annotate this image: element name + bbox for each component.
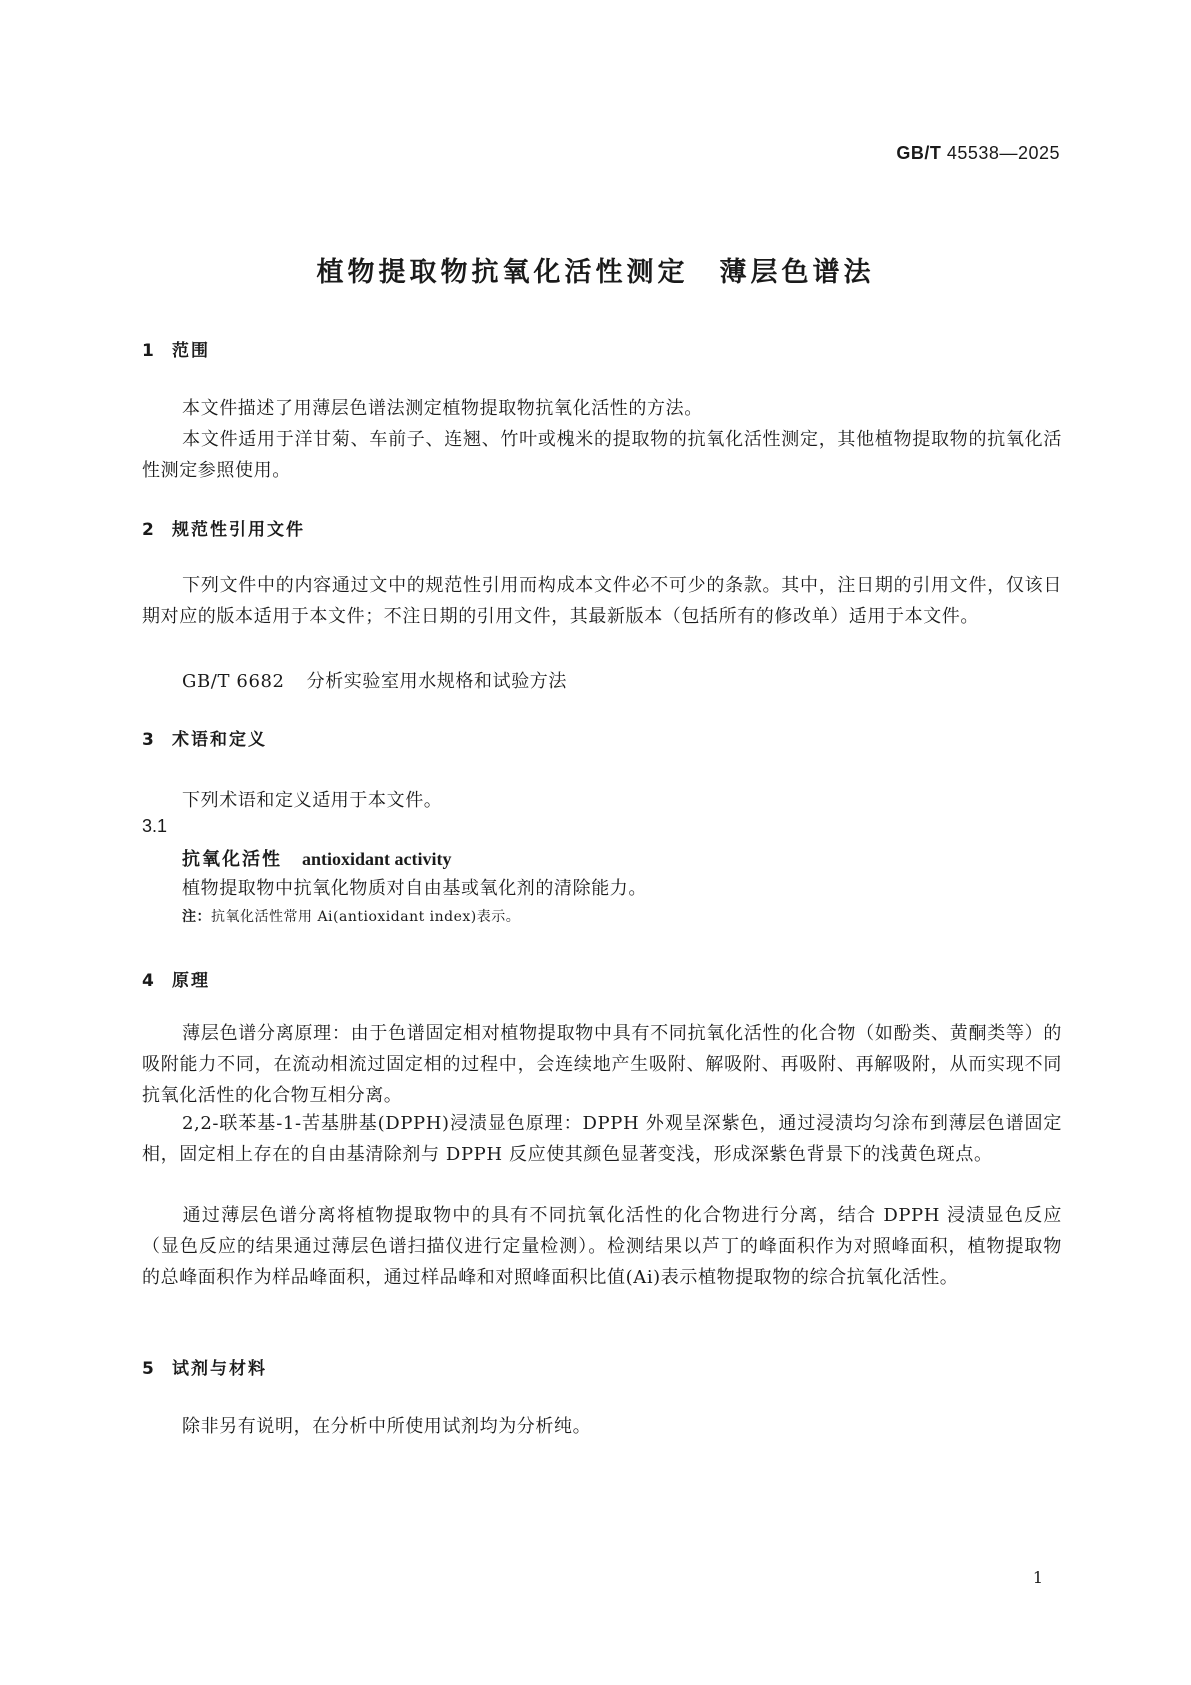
paragraph-text: 本文件适用于洋甘菊、车前子、连翘、竹叶或槐米的提取物的抗氧化活性测定，其他植物提取物的抗氧化活性测定参照使用。 — [142, 429, 1062, 481]
section-5-heading — [142, 1354, 267, 1379]
section-title: 原理 — [172, 971, 210, 991]
section-4-paragraph-3 — [142, 1200, 1062, 1293]
section-number: 4 — [142, 971, 156, 991]
section-4-paragraph-1 — [142, 1018, 1062, 1111]
section-2-paragraph-1 — [142, 570, 1062, 632]
section-number: 3 — [142, 730, 156, 750]
normative-reference — [182, 667, 567, 693]
paragraph-text: 本文件描述了用薄层色谱法测定植物提取物抗氧化活性的方法。 — [182, 398, 703, 419]
term-entry — [182, 845, 452, 871]
reference-code: GB/T 6682 — [182, 671, 285, 692]
section-number: 2 — [142, 520, 156, 540]
paragraph-text: 2,2-联苯基-1-苦基肼基(DPPH)浸渍显色原理：DPPH 外观呈深紫色，通过浸渍均匀涂布到薄层色谱固定相，固定相上存在的自由基清除剂与 DPPH 反应使其颜色显著变浅，形成深紫色背景下的浅黄色斑点。 — [142, 1113, 1062, 1165]
section-number: 1 — [142, 341, 156, 361]
standard-prefix: GB/T — [896, 143, 942, 163]
section-1-heading — [142, 336, 210, 361]
term-number: 3.1 — [142, 816, 168, 836]
section-title: 术语和定义 — [172, 730, 267, 750]
note-label: 注： — [182, 909, 211, 925]
document-title: 植物提取物抗氧化活性测定 薄层色谱法 — [316, 257, 875, 288]
section-title: 范围 — [172, 341, 210, 361]
section-4-paragraph-2 — [142, 1108, 1062, 1170]
section-2-heading — [142, 515, 305, 540]
reference-title: 分析实验室用水规格和试验方法 — [306, 671, 568, 692]
section-title: 试剂与材料 — [172, 1359, 267, 1379]
paragraph-text: 下列文件中的内容通过文中的规范性引用而构成本文件必不可少的条款。其中，注日期的引用文件，仅该日期对应的版本适用于本文件；不注日期的引用文件，其最新版本（包括所有的修改单）适用于本文件。 — [142, 575, 1062, 627]
section-title: 规范性引用文件 — [172, 520, 305, 540]
standard-number — [896, 143, 1060, 164]
section-3-paragraph-1: 下列术语和定义适用于本文件。 — [182, 790, 443, 811]
page-number: 1 — [1032, 1568, 1043, 1587]
section-1-paragraph-2 — [142, 424, 1062, 486]
term-english: antioxidant activity — [302, 849, 452, 869]
section-number: 5 — [142, 1359, 156, 1379]
paragraph-text: 薄层色谱分离原理：由于色谱固定相对植物提取物中具有不同抗氧化活性的化合物（如酚类、黄酮类等）的吸附能力不同，在流动相流过固定相的过程中，会连续地产生吸附、解吸附、再吸附、再解吸附，从而实现不同抗氧化活性的化合物互相分离。 — [142, 1023, 1062, 1106]
note-text: 抗氧化活性常用 Ai(antioxidant index)表示。 — [211, 909, 521, 925]
section-5-paragraph-1: 除非另有说明，在分析中所使用试剂均为分析纯。 — [182, 1416, 592, 1437]
paragraph-text: 通过薄层色谱分离将植物提取物中的具有不同抗氧化活性的化合物进行分离，结合 DPPH 浸渍显色反应（显色反应的结果通过薄层色谱扫描仪进行定量检测）。检测结果以芦丁的峰面积作为对照峰面积，植物提取物的总峰面积作为样品峰面积，通过样品峰和对照峰面积比值(Ai)表示植物提取物的综合抗氧化活性。 — [142, 1205, 1062, 1288]
section-4-heading — [142, 966, 210, 991]
section-1-paragraph-1 — [142, 393, 1062, 424]
term-note — [182, 906, 520, 926]
term-chinese: 抗氧化活性 — [182, 849, 282, 870]
term-definition: 植物提取物中抗氧化物质对自由基或氧化剂的清除能力。 — [182, 878, 647, 899]
standard-code: 45538—2025 — [946, 143, 1060, 163]
section-3-heading — [142, 725, 267, 750]
